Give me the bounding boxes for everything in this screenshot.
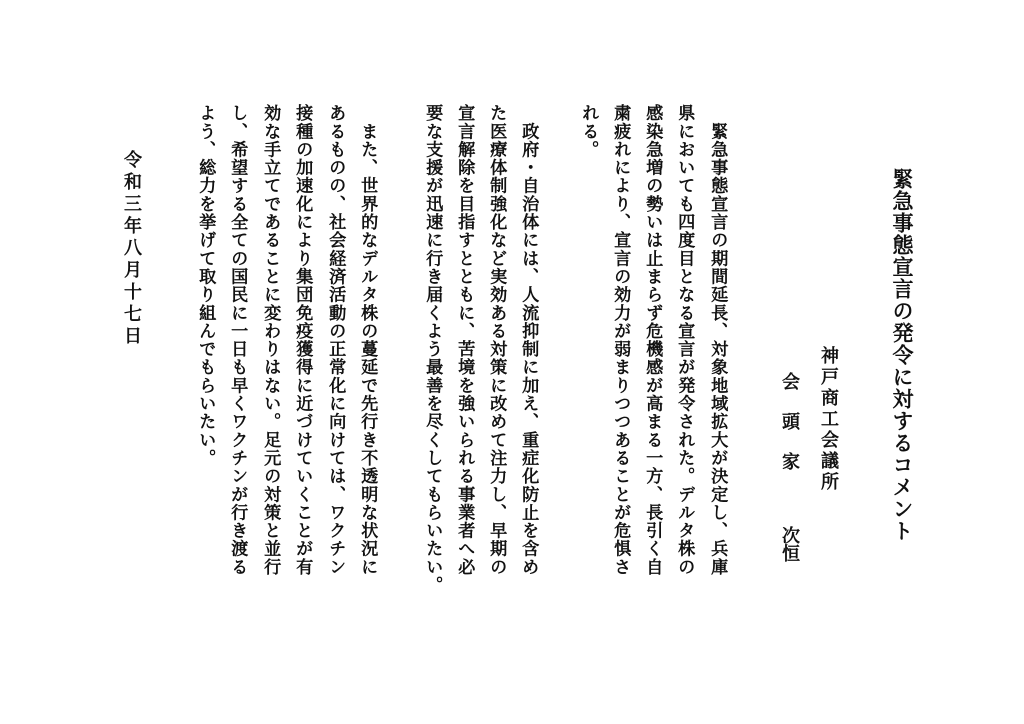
organization-name: 神戸商工会議所: [818, 346, 839, 493]
paragraph-line: よう、総力を挙げて取り組んでもらいたい。: [195, 104, 216, 467]
paragraph-line: し、希望する全ての国民に一日も早くワクチンが行き渡る: [227, 104, 248, 576]
paragraph-line: 要な支援が迅速に行き届くよう最善を尽くしてもらいたい。: [422, 104, 443, 595]
paragraph-line: 県においても四度目となる宣言が発令された。デルタ株の: [674, 104, 695, 576]
paragraph-line: れる。: [578, 104, 599, 159]
paragraph-line: 緊急事態宣言の期間延長、対象地域拡大が決定し、兵庫: [707, 104, 728, 576]
document-title: 緊急事態宣言の発令に対するコメント: [890, 168, 915, 542]
paragraph-line: た医療体制強化など実効ある対策に改めて注力し、早期の: [486, 104, 507, 576]
paragraph-line: 接種の加速化により集団免疫獲得に近づけていくことが有: [292, 104, 313, 576]
signer-position: 会頭: [779, 372, 800, 452]
paragraph-line: 政府・自治体には、人流抑制に加え、重症化防止を含め: [518, 104, 539, 576]
paragraph-line: また、世界的なデルタ株の蔓延で先行き不透明な状況に: [357, 104, 378, 576]
paragraph-line: 粛疲れにより、宣言の効力が弱まりつつあることが危惧さ: [610, 104, 631, 576]
signer-given-name: 次恒: [779, 526, 800, 562]
paragraph-line: 効な手立てであることに変わりはない。足元の対策と並行: [260, 104, 281, 576]
signer: [780, 372, 798, 562]
signer-family-name: 家: [779, 452, 800, 526]
paragraph-line: 宣言解除を目指すとともに、苦境を強いられる事業者へ必: [454, 104, 475, 576]
paragraph-line: 感染急増の勢いは止まらず危機感が高まる一方、長引く自: [642, 104, 663, 576]
document-date: 令和三年八月十七日: [121, 150, 142, 348]
paragraph-line: あるものの、社会経済活動の正常化に向けては、ワクチン: [325, 104, 346, 576]
